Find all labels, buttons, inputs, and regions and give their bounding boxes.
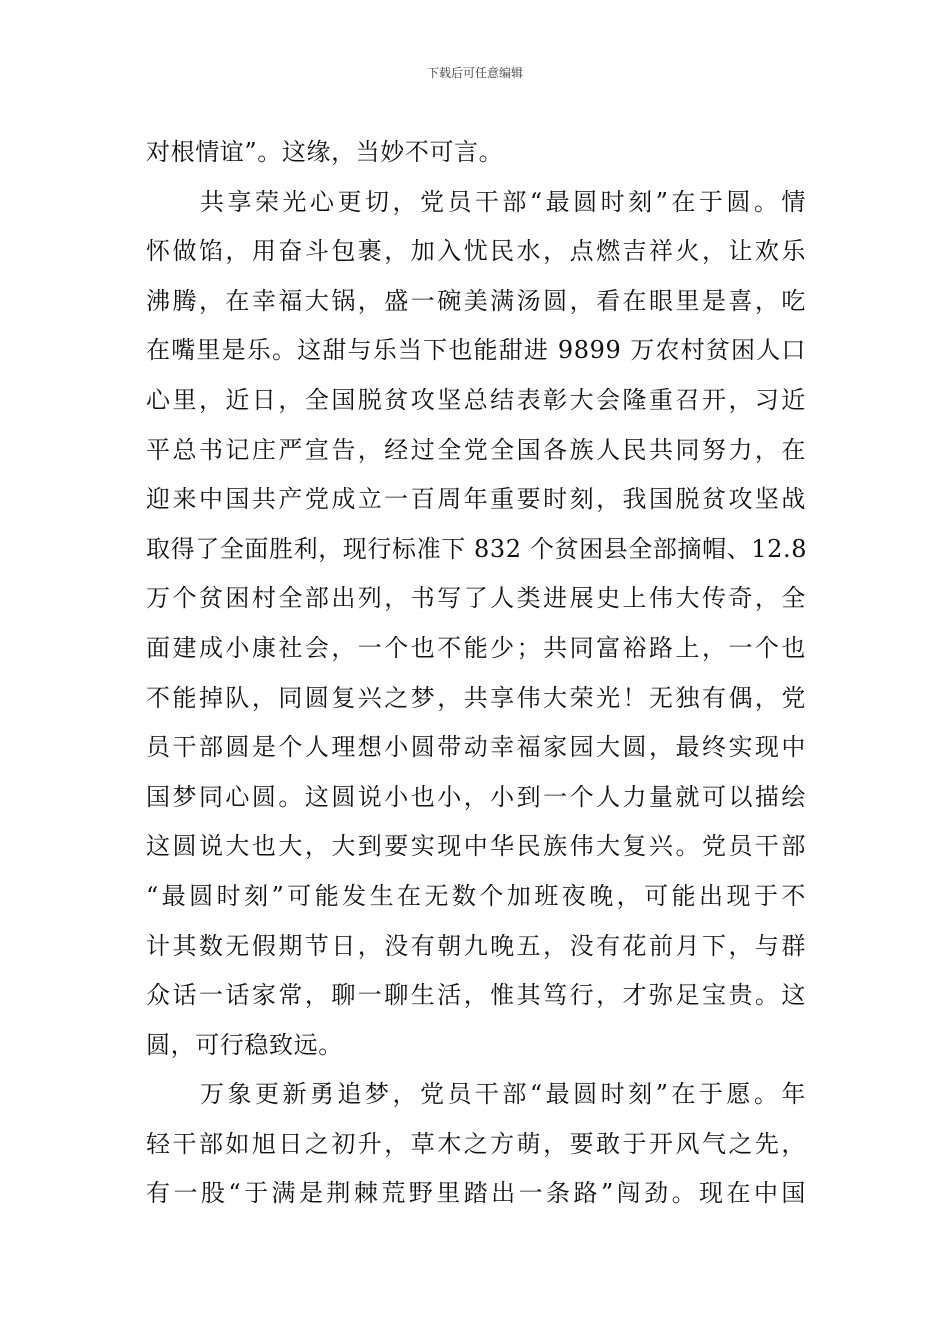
text-line: 轻干部如旭日之初升，草木之方萌，要敢于开风气之先， (146, 1129, 806, 1158)
text-line: 员干部圆是个人理想小圆带动幸福家园大圆，最终实现中 (146, 733, 806, 762)
text-line: 面建成小康社会，一个也不能少；共同富裕路上，一个也 (146, 633, 806, 662)
paragraph-first-line: 万象更新勇追梦，党员干部“最圆时刻”在于愿。年 (200, 1080, 806, 1109)
text-line: 对根情谊”。这缘，当妙不可言。 (146, 138, 504, 166)
text-line: 迎来中国共产党成立一百周年重要时刻，我国脱贫攻坚战 (146, 485, 806, 514)
text-line: 万个贫困村全部出列，书写了人类进展史上伟大传奇，全 (146, 584, 806, 613)
text-line: 有一股“于满是荆棘荒野里踏出一条路”闯劲。现在中国 (146, 1179, 806, 1208)
text-line: 沸腾，在幸福大锅，盛一碗美满汤圆，看在眼里是喜，吃 (146, 286, 806, 315)
text-line: 国梦同心圆。这圆说小也小，小到一个人力量就可以描绘 (146, 782, 806, 811)
text-line: “最圆时刻”可能发生在无数个加班夜晚，可能出现于不 (146, 881, 806, 910)
text-line: 计其数无假期节日，没有朝九晚五，没有花前月下，与群 (146, 931, 806, 960)
document-body (146, 128, 806, 1219)
text-line: 不能掉队，同圆复兴之梦，共享伟大荣光！无独有偶，党 (146, 683, 806, 712)
text-line: 取得了全面胜利，现行标准下 832 个贫困县全部摘帽、12.8 (146, 534, 808, 563)
text-line: 怀做馅，用奋斗包裹，加入忧民水，点燃吉祥火，让欢乐 (146, 237, 806, 266)
text-line: 这圆说大也大，大到要实现中华民族伟大复兴。党员干部 (146, 832, 806, 861)
text-line: 在嘴里是乐。这甜与乐当下也能甜进 9899 万农村贫困人口 (146, 336, 806, 365)
text-line: 圆，可行稳致远。 (146, 1030, 343, 1059)
text-line: 众话一话家常，聊一聊生活，惟其笃行，才弥足宝贵。这 (146, 981, 806, 1010)
text-line: 平总书记庄严宣告，经过全党全国各族人民共同努力，在 (146, 435, 806, 464)
paragraph-first-line: 共享荣光心更切，党员干部“最圆时刻”在于圆。情 (200, 187, 806, 216)
page-header: 下载后可任意编辑 (426, 66, 523, 80)
text-line: 心里，近日，全国脱贫攻坚总结表彰大会隆重召开，习近 (146, 385, 806, 414)
